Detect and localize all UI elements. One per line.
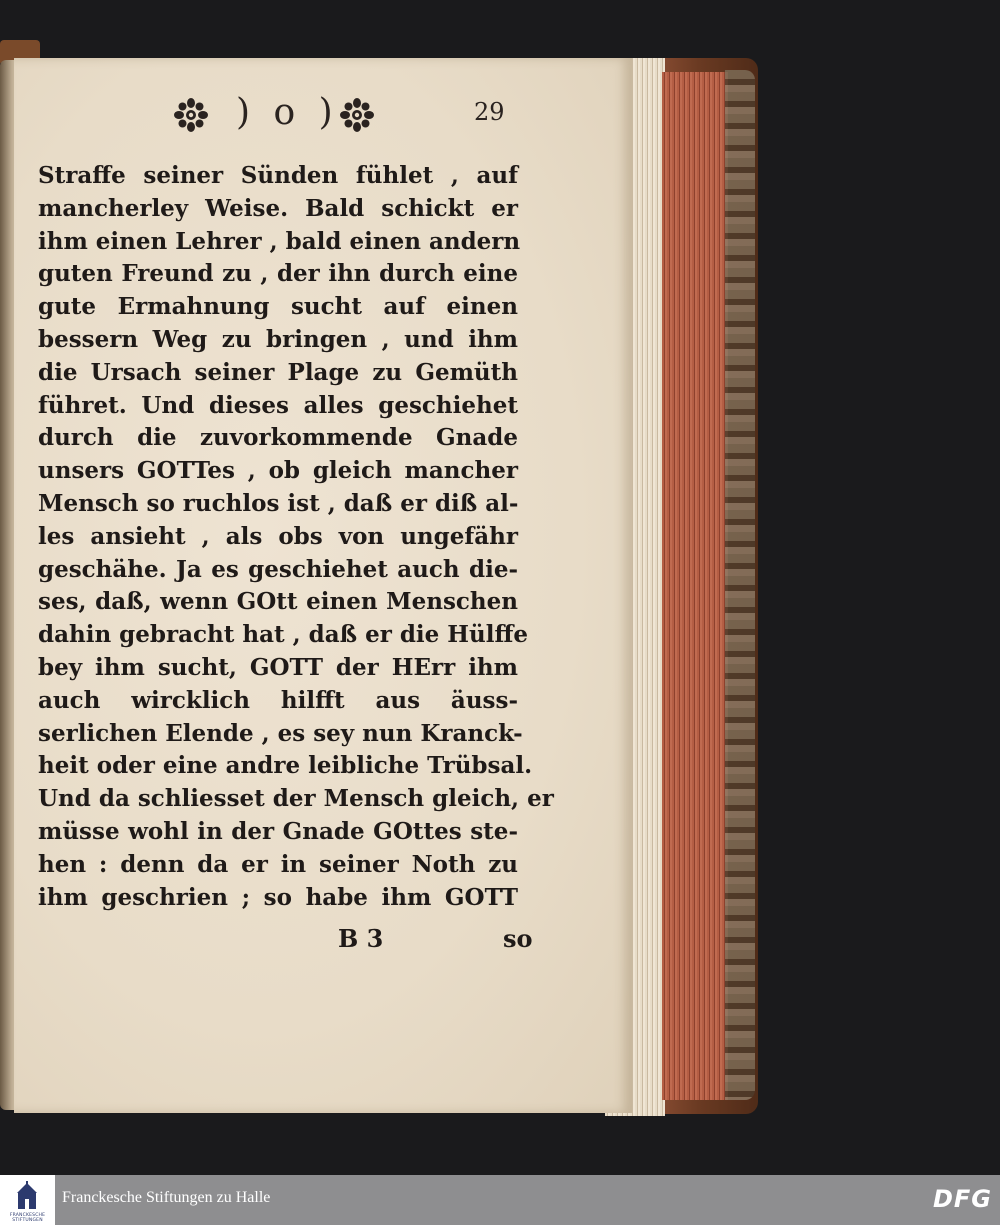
- red-page-edges: [662, 72, 728, 1100]
- text-line: müsse wohl in der Gnade GOttes ste-: [38, 817, 518, 845]
- text-line: ihm geschrien ; so habe ihm GOTT: [38, 883, 518, 911]
- text-line: Mensch so ruchlos ist , daß er diß al-: [38, 489, 519, 517]
- header-ornament: ) o ): [236, 92, 339, 133]
- catchword: so: [503, 924, 533, 953]
- text-line: bey ihm sucht, GOTT der HErr ihm: [38, 653, 518, 681]
- text-line: heit oder eine andre leibliche Trübsal.: [38, 752, 533, 780]
- institution-name: Franckesche Stiftungen zu Halle: [62, 1189, 271, 1206]
- leather-spine: [725, 70, 755, 1100]
- text-line: durch die zuvorkommende Gnade: [38, 424, 518, 452]
- page-header: [160, 88, 520, 138]
- rosette-ornament-icon: [340, 98, 374, 132]
- viewer-footer: [0, 1175, 1000, 1225]
- text-line: ses, daß, wenn GOtt einen Menschen: [38, 588, 518, 616]
- text-line: bessern Weg zu bringen , und ihm: [38, 325, 518, 353]
- text-line: auch wircklich hilfft aus äuss-: [38, 686, 518, 714]
- text-line: ihm einen Lehrer , bald einen andern: [38, 227, 521, 255]
- logo-text: FRANCKESCHE STIFTUNGEN: [9, 1213, 46, 1223]
- text-line: les ansieht , als obs von ungefähr: [38, 522, 518, 550]
- dfg-logo[interactable]: DFG: [932, 1185, 992, 1213]
- rosette-ornament-icon: [174, 98, 208, 132]
- text-line: gute Ermahnung sucht auf einen: [38, 293, 518, 321]
- franckesche-logo-icon: [14, 1181, 40, 1211]
- text-line: Straffe seiner Sünden fühlet , auf: [38, 162, 518, 189]
- page-number: 29: [474, 98, 505, 126]
- signature-mark: B 3: [338, 924, 384, 953]
- text-line: geschähe. Ja es geschiehet auch die-: [38, 555, 518, 583]
- text-line: dahin gebracht hat , daß er die Hülffe: [38, 621, 529, 649]
- text-line: führet. Und dieses alles geschiehet: [38, 391, 518, 419]
- institution-logo[interactable]: [0, 1175, 55, 1225]
- text-line: Und da schliesset der Mensch gleich, er: [38, 785, 554, 813]
- body-text: [38, 160, 554, 914]
- text-line: serlichen Elende , es sey nun Kranck-: [38, 719, 523, 747]
- text-line: unsers GOTTes , ob gleich mancher: [38, 457, 518, 485]
- text-line: mancherley Weise. Bald schickt er: [38, 194, 518, 222]
- text-line: die Ursach seiner Plage zu Gemüth: [38, 358, 518, 386]
- text-line: guten Freund zu , der ihn durch eine: [38, 260, 518, 288]
- text-line: hen : denn da er in seiner Noth zu: [38, 850, 518, 878]
